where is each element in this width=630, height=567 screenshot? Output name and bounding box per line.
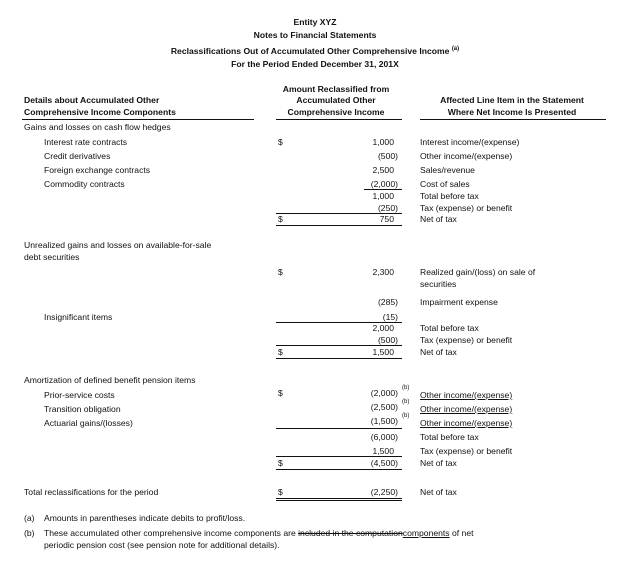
subtotal-rule [276, 428, 402, 429]
row-line-item: Other income/(expense) [420, 390, 513, 400]
tax-amount: 1,500 [372, 446, 394, 456]
dollar-sign: $ [278, 458, 283, 468]
net-amount: 750 [379, 214, 394, 224]
dollar-sign: $ [278, 214, 283, 224]
header-rule-affected [420, 119, 606, 120]
header-rule-details [22, 119, 254, 120]
entity-name: Entity XYZ [293, 17, 337, 27]
footnote-a-text: Amounts in parentheses indicate debits to profit/loss. [44, 513, 246, 523]
net-rule-bottom [276, 358, 402, 359]
row-amount: (500) [377, 151, 398, 161]
col-amount-line1: Amount Reclassified from [282, 84, 390, 94]
net-rule-top [276, 345, 402, 346]
row-label: Interest rate contracts [44, 137, 128, 147]
footnote-b-line2: periodic pension cost (see pension note for additional details). [44, 540, 280, 550]
footnote-b-struck-text: included in the computation [298, 528, 403, 538]
row-amount: 2,300 [372, 267, 394, 277]
report-period: For the Period Ended December 31, 201X [231, 59, 399, 69]
footnote-b-text: These accumulated other comprehensive income components are [44, 528, 296, 538]
section-heading-afs-line2: debt securities [24, 252, 80, 262]
row-amount: (285) [377, 297, 398, 307]
row-line-item: Cost of sales [420, 179, 470, 189]
col-affected-line2: Where Net Income Is Presented [447, 107, 577, 117]
tax-label: Tax (expense) or benefit [420, 446, 513, 456]
net-amount: 1,500 [372, 347, 394, 357]
notes-title: Notes to Financial Statements [253, 30, 377, 40]
header-rule-amount [276, 119, 402, 120]
row-line-item: Realized gain/(loss) on sale of [420, 267, 536, 277]
total-before-tax-label: Total before tax [420, 191, 479, 201]
dollar-sign: $ [278, 137, 283, 147]
row-line-item-cont: securities [420, 279, 457, 289]
net-rule-bottom [276, 469, 402, 470]
footnote-ref: (b) [402, 413, 410, 419]
row-amount: 2,500 [372, 165, 394, 175]
row-label: Actuarial gains/(losses) [44, 418, 133, 428]
tax-label: Tax (expense) or benefit [420, 203, 513, 213]
net-label: Net of tax [420, 214, 457, 224]
total-rule-2 [276, 500, 402, 501]
net-label: Net of tax [420, 458, 457, 468]
col-details-line2: Comprehensive Income Components [24, 107, 176, 117]
section-heading-cash-flow: Gains and losses on cash flow hedges [24, 122, 171, 132]
row-line-item: Interest income/(expense) [420, 137, 520, 147]
row-label: Foreign exchange contracts [44, 165, 151, 175]
dollar-sign: $ [278, 347, 283, 357]
net-amount: (4,500) [370, 458, 398, 468]
total-line-item: Net of tax [420, 487, 457, 497]
footnote-a-mark: (a) [24, 513, 35, 523]
total-before-tax-amount: 1,000 [372, 191, 394, 201]
dollar-sign: $ [278, 388, 283, 398]
section-heading-pension: Amortization of defined benefit pension items [24, 375, 196, 385]
footnote-b-line1 [44, 528, 474, 538]
dollar-sign: $ [278, 267, 283, 277]
subtotal-rule [364, 189, 402, 190]
total-label: Total reclassifications for the period [24, 487, 159, 497]
section-heading-afs: Unrealized gains and losses on available-for-sale [24, 240, 212, 250]
tax-label: Tax (expense) or benefit [420, 335, 513, 345]
footnote-ref: (b) [402, 399, 410, 405]
footnote-ref: (b) [402, 385, 410, 391]
tax-amount: (500) [377, 335, 398, 345]
total-before-tax-amount: (6,000) [370, 432, 398, 442]
row-line-item: Other income/(expense) [420, 418, 513, 428]
col-affected-line1: Affected Line Item in the Statement [440, 95, 584, 105]
row-amount: (1,500) [370, 416, 398, 426]
row-amount: (2,000) [370, 179, 398, 189]
col-details-line1: Details about Accumulated Other [24, 95, 160, 105]
row-label: Commodity contracts [44, 179, 125, 189]
row-label: Transition obligation [44, 404, 121, 414]
footnote-b-text-cont: of net [452, 528, 474, 538]
report-title [0, 46, 630, 56]
row-line-item: Other income/(expense) [420, 404, 513, 414]
tax-amount: (250) [377, 203, 398, 213]
row-line-item: Impairment expense [420, 297, 498, 307]
col-amount-line3: Comprehensive Income [287, 107, 385, 117]
row-label: Insignificant items [44, 312, 113, 322]
total-before-tax-label: Total before tax [420, 323, 479, 333]
row-label: Prior-service costs [44, 390, 115, 400]
report-title-note: (a) [451, 46, 460, 53]
footnote-b-mark: (b) [24, 528, 35, 538]
col-amount-line2: Accumulated Other [296, 95, 376, 105]
dollar-sign: $ [278, 487, 283, 497]
row-amount: (2,000) [370, 388, 398, 398]
total-before-tax-label: Total before tax [420, 432, 479, 442]
total-before-tax-amount: 2,000 [372, 323, 394, 333]
row-line-item: Other income/(expense) [420, 151, 513, 161]
total-amount: (2,250) [370, 487, 398, 497]
row-amount: (15) [382, 312, 398, 322]
row-amount: 1,000 [372, 137, 394, 147]
row-amount: (2,500) [370, 402, 398, 412]
net-label: Net of tax [420, 347, 457, 357]
footnote-b-inserted-text: components [402, 528, 450, 538]
report-title-text: Reclassifications Out of Accumulated Other Comprehensive Income [170, 46, 450, 56]
total-rule-1 [276, 498, 402, 499]
net-rule-bottom [276, 225, 402, 226]
row-line-item: Sales/revenue [420, 165, 475, 175]
net-rule-top [276, 456, 402, 457]
row-label: Credit derivatives [44, 151, 111, 161]
